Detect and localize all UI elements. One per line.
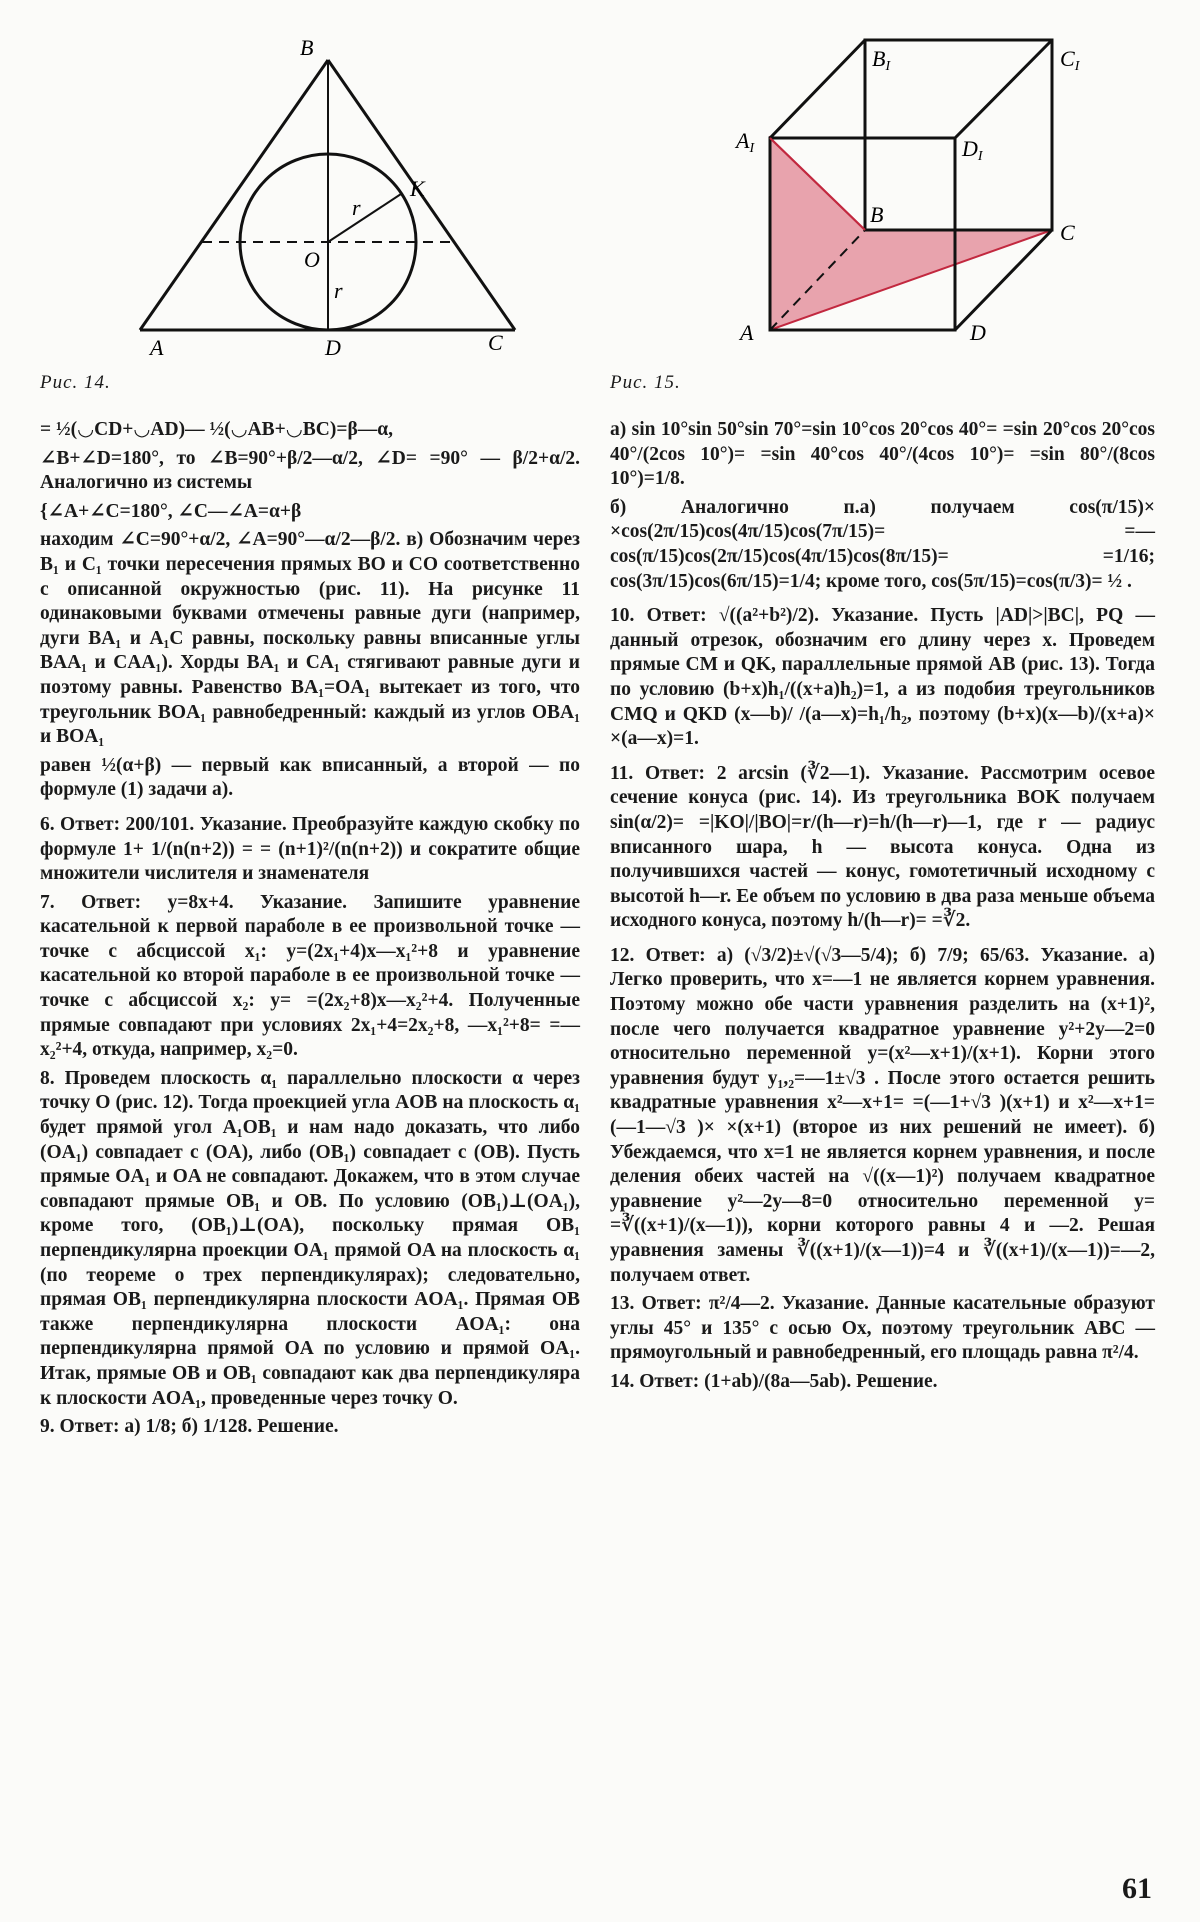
answer-10: 10. Ответ: √((a²+b²)/2). Указание. Пусть |AD|>|BC|, PQ — данный отрезок, обозначим его длину через x. Проведем прямые CM и QK, параллельные прямой AB (рис. 13). Тогда по условию (b+x)h₁/((x+a)h₂)=1, а из подобия треугольников CMQ и QKD (x—b)/ /(a—x)=h₁/h₂, поэтому (b+x)(x—b)/(x+a)× ×(a—x)=1. [610,605,1155,750]
figure-14 [120,30,520,360]
left-para-5: равен ½(α+β) — первый как вписанный, а второй — по формуле (1) задачи а). [40,754,580,801]
label-c: C [488,330,503,355]
label-o: O [304,247,320,272]
label-d: D [325,335,341,360]
label-b: B [870,202,884,227]
label-c: C [1060,220,1075,245]
figure-15 [730,30,1180,360]
page-number: 61 [1122,1872,1152,1905]
left-para-4: находим ∠C=90°+α/2, ∠A=90°—α/2—β/2. в) Обозначим через B₁ и C₁ точки пересечения прямых BO и CO соответственно с описанной окружностью (рис. 11). На рисунке 11 одинаковыми буквами отмечены равные дуги (например, дуги BA₁ и A₁C равны, поскольку равны вписанные углы BAA₁ и CAA₁). Хорды BA₁ и CA₁ стягивают равные дуги и поэтому равны. Равенство BA₁=OA₁ вытекает из того, что треугольник BOA₁ равнобедренный: каждый из углов OBA₁ и BOA₁ [40,529,580,748]
answer-7: 7. Ответ: y=8x+4. Указание. Запишите уравнение касательной к первой параболе в ее произвольной точке — точке с абсциссой x₁: y=(2x₁+4)x—x₁²+8 и уравнение касательной ко второй параболе в ее произвольной точке — точке с абсциссой x₂: y= =(2x₂+8)x—x₂²+4. Полученные прямые совпадают при условиях 2x₁+4=2x₂+8, —x₁²+8= =—x₂²+4, откуда, например, x₂=0. [40,891,580,1061]
radius-ok [328,194,401,242]
left-column [40,418,580,1444]
right-para-b: б) Аналогично п.а) получаем cos(π/15)× ×cos(2π/15)cos(4π/15)cos(7π/15)= =—cos(π/15)cos(2π/15)cos(4π/15)cos(8π/15)= =1/16; cos(3π/15)cos(6π/15)=1/4; кроме того, cos(5π/15)=cos(π/3)= ½ . [610,496,1155,592]
answer-14: 14. Ответ: (1+ab)/(8a—5ab). Решение. [610,1370,938,1392]
answer-13: 13. Ответ: π²/4—2. Указание. Данные касательные образуют углы 45° и 135° с осью Ox, поэтому треугольник ABC — прямоугольный и равнобедренный, его площадь равна π²/4. [610,1293,1155,1364]
label-b1: BI [872,46,891,74]
label-r1: r [352,195,361,220]
label-d1: DI [962,136,983,164]
answer-9: 9. Ответ: а) 1/8; б) 1/128. Решение. [40,1416,339,1438]
edge-d1c1 [955,40,1052,138]
edge-a1b1 [770,40,865,138]
side-ab [140,60,328,330]
label-r2: r [334,278,343,303]
figure-15-caption: Рис. 15. [610,372,681,393]
answer-11: 11. Ответ: 2 arcsin (∛2—1). Указание. Рассмотрим осевое сечение конуса (рис. 14). Из треугольника BOK получаем sin(α/2)= =|KO|/|BO|=r/(h—r)=h/(h—r)—1, где r — радиус вписанного шара, h — высота конуса. Одна из получившихся частей — конус, гомотетичный исходному с высотой h—r. Ее объем по условию в два раза меньше объема исходного конуса, поэтому h/(h—r)= =∛2. [610,762,1155,932]
label-b: B [300,35,314,60]
label-a: A [740,320,754,345]
label-a: A [150,335,164,360]
answer-8: 8. Проведем плоскость α₁ параллельно плоскости α через точку O (рис. 12). Тогда проекцией угла AOB на плоскость α₁ будет прямой угол A₁OB₁ и нам надо доказать, что либо (OA₁) совпадает с (OA), либо (OB₁) совпадает с (OB). Пусть прямые OA₁ и OA не совпадают. Докажем, что в этом случае совпадают прямые OB₁ и OB. По условию (OB₁)⊥(OA₁), кроме того, (OB₁)⊥(OA), поскольку прямая OB₁ перпендикулярна проекции OA₁ прямой OA на плоскость α₁ (по теореме о трех перпендикулярах); следовательно, прямая OB₁ перпендикулярна плоскости AOA₁. Прямая OB также перпендикулярна плоскости AOA₁: она перпендикулярна прямой OA по условию и прямой OA₁. Итак, прямые OB и OB₁ совпадают как два перпендикуляра к плоскости AOA₁, проведенные через точку O. [40,1067,580,1409]
shaded-section [770,138,1052,330]
label-d: D [970,320,986,345]
label-a1: AI [736,128,755,156]
answer-12: 12. Ответ: а) (√3/2)±√(√3—5/4); б) 7/9; 65/63. Указание. а) Легко проверить, что x=—1 не является корнем уравнения. Поэтому можно обе части уравнения разделить на (x+1)², после чего получается квадратное уравнение y²+2y—2=0 относительно переменной y=(x²—x+1)/(x+1). Корни этого уравнения будут y₁,₂=—1±√3 . После этого остается решить квадратные уравнения x²—x+1= =(—1+√3 )(x+1) и x²—x+1=(—1—√3 )× ×(x+1) (второе из них решений не имеет). б) Убеждаемся, что x=1 не является корнем уравнения, и после деления обеих частей на √((x—1)²) получаем квадратное уравнение y²—2y—8=0 относительно переменной y= =∛((x+1)/(x—1)), корни которого равны 4 и —2. Решая уравнения замены ∛((x+1)/(x—1))=4 и ∛((x+1)/(x—1))=—2, получаем ответ. [610,944,1155,1286]
label-k: K [410,176,425,201]
right-column [610,418,1155,1399]
left-para-3: {∠A+∠C=180°, ∠C—∠A=α+β [40,500,302,522]
right-para-a: а) sin 10°sin 50°sin 70°=sin 10°cos 20°cos 40°= =sin 20°cos 20°cos 40°/(2cos 10°)= =sin 40°cos 40°/(4cos 10°)= =sin 80°/(8cos 10°)=1/8. [610,419,1155,490]
label-c1: CI [1060,46,1080,74]
answer-6: 6. Ответ: 200/101. Указание. Преобразуйте каждую скобку по формуле 1+ 1/(n(n+2)) = = (n+1)²/(n(n+2)) и сократите общие множители числителя и знаменателя [40,813,580,885]
left-para-2: ∠B+∠D=180°, то ∠B=90°+β/2—α/2, ∠D= =90° — β/2+α/2. Аналогично из системы [40,447,580,494]
left-para-1: = ½(◡CD+◡AD)— ½(◡AB+◡BC)=β—α, [40,419,394,440]
figure-14-caption: Рис. 14. [40,372,111,393]
